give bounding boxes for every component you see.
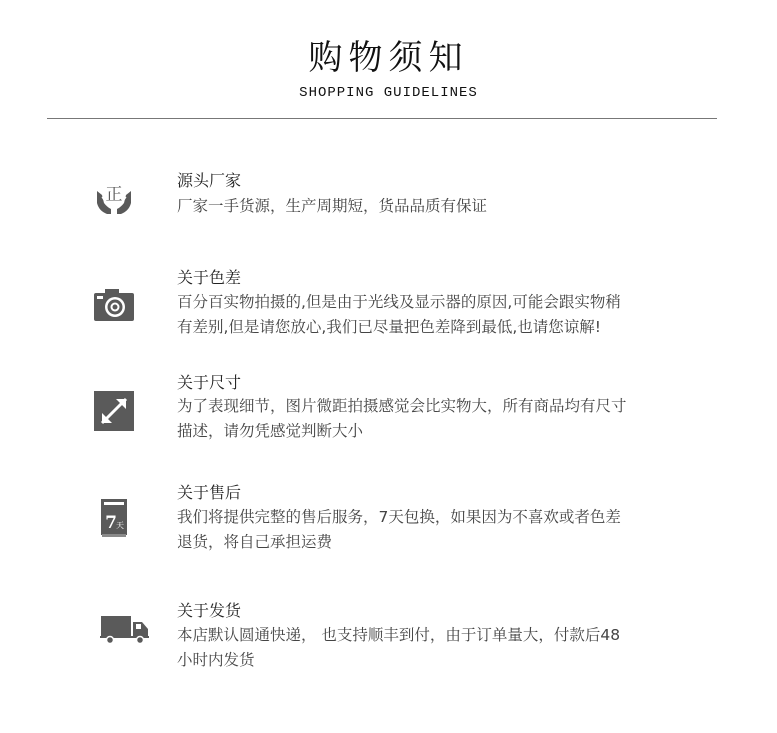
section-body-line: 百分百实物拍摄的,但是由于光线及显示器的原因,可能会跟实物稍 — [177, 293, 621, 311]
section-title: 关于色差 — [177, 268, 242, 287]
section-body — [177, 623, 677, 673]
seven-glyph: 7 — [105, 513, 117, 533]
day-glyph: 天 — [116, 521, 124, 530]
section-body-line: 厂家一手货源，生产周期短，货品品质有保证 — [177, 197, 488, 215]
section-body — [177, 290, 677, 340]
genuine-glyph: 正 — [105, 185, 123, 205]
section-body-line: 有差别,但是请您放心,我们已尽量把色差降到最低,也请您谅解! — [177, 318, 601, 336]
header-divider — [47, 118, 717, 119]
section-body-line: 我们将提供完整的售后服务，7天包换，如果因为不喜欢或者色差 — [177, 508, 621, 526]
seven-day-calendar-icon — [93, 496, 135, 538]
section-title: 源头厂家 — [177, 171, 242, 190]
section-body-line: 本店默认圆通快递， 也支持顺丰到付，由于订单量大，付款后48 — [177, 626, 621, 644]
page-subtitle: SHOPPING GUIDELINES — [299, 85, 478, 101]
section-title: 关于尺寸 — [177, 373, 242, 392]
section-body — [177, 394, 677, 444]
section-body — [177, 194, 677, 219]
section-body-line: 小时内发货 — [177, 651, 255, 669]
camera-icon — [93, 285, 135, 327]
resize-arrow-icon — [93, 390, 135, 432]
page-header — [0, 0, 777, 120]
section-body-line: 退货，将自己承担运费 — [177, 533, 333, 551]
delivery-truck-icon — [100, 608, 152, 650]
hands-genuine-icon — [93, 177, 135, 219]
section-title: 关于发货 — [177, 601, 242, 620]
section-body-line: 为了表现细节，图片微距拍摄感觉会比实物大，所有商品均有尺寸 — [177, 397, 627, 415]
section-title: 关于售后 — [177, 483, 242, 502]
page-title: 购物须知 — [308, 38, 469, 78]
section-body — [177, 505, 677, 555]
section-body-line: 描述，请勿凭感觉判断大小 — [177, 422, 364, 440]
